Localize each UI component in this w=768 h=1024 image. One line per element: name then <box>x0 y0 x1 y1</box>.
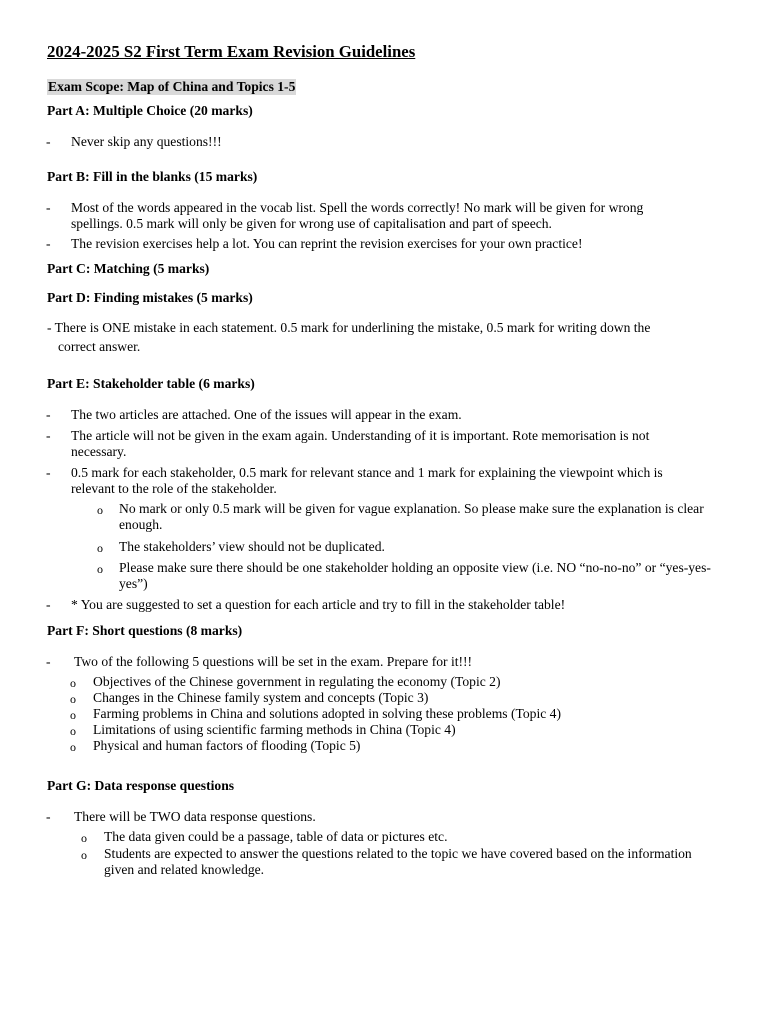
part-e-item: 0.5 mark for each stakeholder, 0.5 mark for relevant stance and 1 mark for explaining the viewpoint which is relevant to the role of the stakeholder. <box>71 465 663 496</box>
part-g-intro: There will be TWO data response questions. <box>74 809 316 824</box>
dash-bullet: - <box>46 236 51 251</box>
part-e-item: The article will not be given in the exam again. Understanding of it is important. Rote memorisation is not necessary. <box>71 428 650 459</box>
dash-bullet: - <box>46 407 51 422</box>
part-f-subitem: Farming problems in China and solutions adopted in solving these problems (Topic 4) <box>93 706 561 721</box>
circle-bullet: o <box>81 848 87 862</box>
circle-bullet: o <box>97 541 103 555</box>
dash-bullet: - <box>46 134 51 149</box>
dash-bullet: - <box>46 597 51 612</box>
part-d-line: correct answer. <box>58 339 141 354</box>
part-b-item: Most of the words appeared in the vocab list. Spell the words correctly! No mark will be given for wrong spellings. 0.5 mark will only be given for wrong use of capitalisation and part of speech. <box>71 200 644 231</box>
part-c-heading: Part C: Matching (5 marks) <box>47 261 210 276</box>
exam-scope: Exam Scope: Map of China and Topics 1-5 <box>48 79 296 94</box>
circle-bullet: o <box>97 562 103 576</box>
part-e-item: * You are suggested to set a question for each article and try to fill in the stakeholder table! <box>71 597 566 612</box>
part-d-heading: Part D: Finding mistakes (5 marks) <box>47 290 253 305</box>
circle-bullet: o <box>70 740 76 754</box>
document-title: 2024-2025 S2 First Term Exam Revision Guidelines <box>47 42 416 61</box>
dash-bullet: - <box>46 654 51 669</box>
part-b-item: The revision exercises help a lot. You can reprint the revision exercises for your own practice! <box>71 236 583 251</box>
part-e-subitem: The stakeholders’ view should not be duplicated. <box>119 539 385 554</box>
part-e-subitem: Please make sure there should be one stakeholder holding an opposite view (i.e. NO “no-no-no” or “yes-yes-yes”) <box>119 560 711 591</box>
part-d-line: - There is ONE mistake in each statement. 0.5 mark for underlining the mistake, 0.5 mark for writing down the <box>47 320 651 335</box>
part-f-subitem: Objectives of the Chinese government in regulating the economy (Topic 2) <box>93 674 501 689</box>
circle-bullet: o <box>81 831 87 845</box>
dash-bullet: - <box>46 428 51 443</box>
part-f-subitem: Changes in the Chinese family system and concepts (Topic 3) <box>93 690 429 705</box>
part-a-heading: Part A: Multiple Choice (20 marks) <box>47 103 253 118</box>
part-f-subitem: Physical and human factors of flooding (Topic 5) <box>93 738 361 753</box>
circle-bullet: o <box>97 503 103 517</box>
part-f-heading: Part F: Short questions (8 marks) <box>47 623 243 638</box>
part-e-subitem: No mark or only 0.5 mark will be given for vague explanation. So please make sure the explanation is clear enough. <box>119 501 704 532</box>
circle-bullet: o <box>70 708 76 722</box>
dash-bullet: - <box>46 809 51 824</box>
circle-bullet: o <box>70 692 76 706</box>
part-e-item: The two articles are attached. One of the issues will appear in the exam. <box>71 407 462 422</box>
part-a-item: Never skip any questions!!! <box>71 134 222 149</box>
part-g-heading: Part G: Data response questions <box>47 778 235 793</box>
part-e-heading: Part E: Stakeholder table (6 marks) <box>47 376 255 391</box>
part-b-heading: Part B: Fill in the blanks (15 marks) <box>47 169 258 184</box>
dash-bullet: - <box>46 465 51 480</box>
circle-bullet: o <box>70 724 76 738</box>
part-f-subitem: Limitations of using scientific farming methods in China (Topic 4) <box>93 722 456 737</box>
part-g-subitem: The data given could be a passage, table of data or pictures etc. <box>104 829 448 844</box>
circle-bullet: o <box>70 676 76 690</box>
dash-bullet: - <box>46 200 51 215</box>
part-f-intro: Two of the following 5 questions will be set in the exam. Prepare for it!!! <box>74 654 473 669</box>
part-g-subitem: Students are expected to answer the questions related to the topic we have covered based on the information given and related knowledge. <box>104 846 692 877</box>
